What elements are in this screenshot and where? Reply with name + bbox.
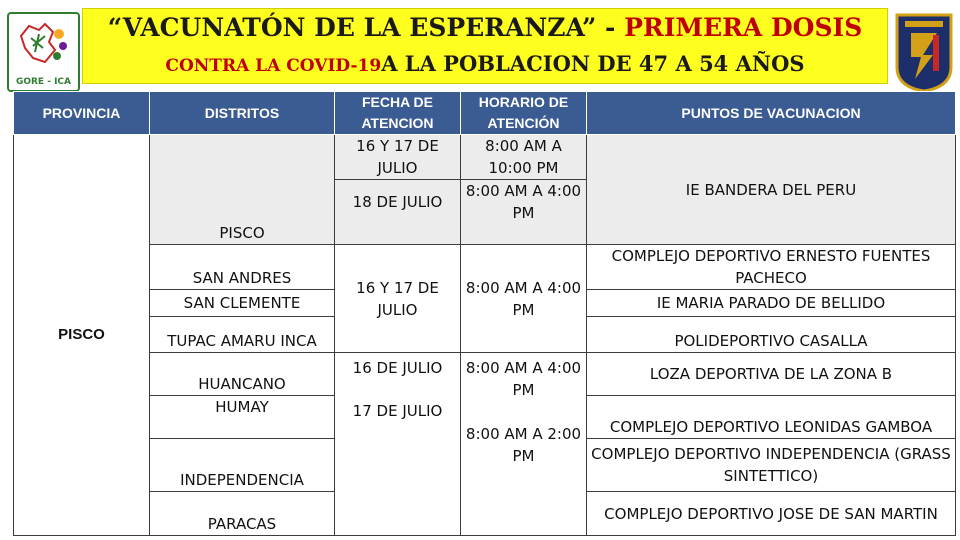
horario-cell: 8:00 AM A 4:00 PM [461,180,587,245]
distrito-cell: SAN ANDRES [150,245,335,290]
fecha-cell [335,353,461,536]
distrito-cell: INDEPENDENCIA [150,439,335,492]
header-puntos: PUNTOS DE VACUNACION [587,92,956,135]
banner-title [83,13,887,42]
horario-cell: 8:00 AM A 4:00 PM [461,245,587,353]
gore-map-icon [15,18,73,70]
punto-cell: POLIDEPORTIVO CASALLA [587,317,956,353]
emblem-logo [893,11,955,93]
table-row [14,135,956,180]
punto-cell: COMPLEJO DEPORTIVO LEONIDAS GAMBOA [587,396,956,439]
fecha-2: 17 DE JULIO [352,402,443,420]
horario-2: 8:00 AM A 2:00 PM [465,425,582,465]
fecha-cell: 16 Y 17 DE JULIO [335,135,461,180]
horario-1: 8:00 AM A 4:00 PM [465,359,582,399]
header-fecha: FECHA DE ATENCION [335,92,461,135]
header-provincia: PROVINCIA [14,92,150,135]
gore-ica-logo [7,12,80,92]
punto-cell: IE BANDERA DEL PERU [587,135,956,245]
horario-cell [461,353,587,536]
distrito-cell: TUPAC AMARU INCA [150,317,335,353]
header-distritos: DISTRITOS [150,92,335,135]
subtitle-part2: A LA POBLACION DE 47 A 54 AÑOS [381,51,805,76]
punto-cell: IE MARIA PARADO DE BELLIDO [587,290,956,317]
distrito-cell: HUANCANO [150,353,335,396]
table-row [14,245,956,290]
shield-icon [893,11,955,93]
fecha-cell: 18 DE JULIO [335,180,461,245]
title-banner [82,8,888,84]
distrito-cell: PARACAS [150,492,335,536]
provincia-cell: PISCO [14,135,150,536]
vaccination-schedule-table [13,91,956,536]
punto-cell: LOZA DEPORTIVA DE LA ZONA B [587,353,956,396]
header-horario: HORARIO DE ATENCIÓN [461,92,587,135]
distrito-cell: SAN CLEMENTE [150,290,335,317]
distrito-cell: PISCO [150,135,335,245]
fecha-spacer [337,379,458,400]
table-row [14,353,956,396]
title-part2: PRIMERA DOSIS [624,13,863,42]
fecha-cell: 16 Y 17 DE JULIO [335,245,461,353]
gore-ica-label: GORE - ICA [15,77,72,87]
horario-spacer [463,401,584,423]
table-header-row [14,92,956,135]
distrito-cell: HUMAY [150,396,335,439]
horario-cell: 8:00 AM A 10:00 PM [461,135,587,180]
banner-subtitle [83,51,887,76]
punto-cell: COMPLEJO DEPORTIVO JOSE DE SAN MARTIN [587,492,956,536]
title-part1: “VACUNATÓN DE LA ESPERANZA” - [107,13,625,42]
punto-cell: COMPLEJO DEPORTIVO ERNESTO FUENTES PACHECO [587,245,956,290]
fecha-1: 16 DE JULIO [352,359,443,377]
subtitle-part1: CONTRA LA COVID-19 [165,56,382,76]
punto-cell: COMPLEJO DEPORTIVO INDEPENDENCIA (GRASS SINTETTICO) [587,439,956,492]
